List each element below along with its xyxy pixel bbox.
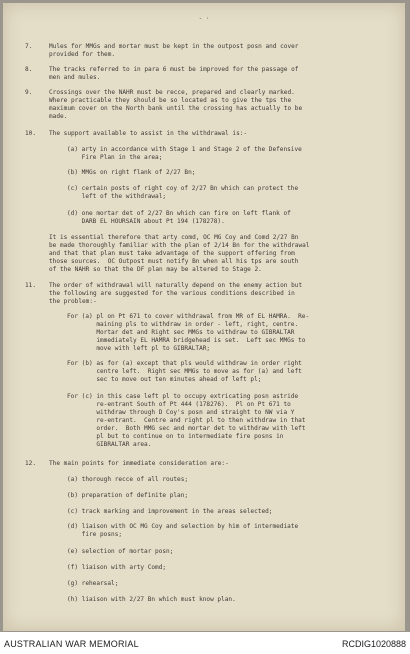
document-text-line: maining pls to withdraw in order - left, right, centre.: [67, 321, 299, 328]
document-text-line: provided for them.: [49, 51, 116, 58]
paragraph-number: 8.: [25, 66, 33, 73]
document-text-line: (c) certain posts of right coy of 2/27 Bn which can protect the: [67, 185, 299, 192]
document-text-line: Mortar det and Right sec MMGs to withdraw to GIBRALTAR: [67, 329, 295, 336]
document-text-line: (e) selection of mortar posn;: [67, 548, 174, 555]
paragraph-number: 7.: [25, 43, 33, 50]
document-text-line: immediately EL HAMRA bridgehead is set. Left sec MMGs to: [67, 337, 306, 344]
document-text-line: The order of withdrawal will naturally depend on the enemy action but: [49, 282, 303, 289]
document-text-line: It is essential therefore that arty comd, OC MG Coy and Comd 2/27 Bn: [49, 234, 299, 241]
document-text-line: Fire Plan in the area;: [67, 154, 163, 161]
document-text-line: (d) liaison with OC MG Coy and selection by him of intermediate: [67, 523, 299, 530]
document-text-line: be made thoroughly familiar with the plan of 2/14 Bn for the withdrawal: [49, 242, 310, 249]
document-text-line: (a) thorough recce of all routes;: [67, 476, 189, 483]
document-text-line: GIBRALTAR area.: [67, 441, 152, 448]
document-text-line: (c) track marking and improvement in the areas selected;: [67, 508, 273, 515]
document-text-line: withdraw through D Coy's posn and straight to NW via Y: [67, 409, 295, 416]
document-text-line: of the NAHR so that the DF plan may be altered to Stage 2.: [49, 266, 262, 273]
document-text-line: fire posns;: [67, 531, 123, 538]
document-text-line: Where practicable they should be so located as to give the tps the: [49, 97, 292, 104]
footer-bar: [0, 632, 410, 654]
document-text-line: (d) one mortar det of 2/27 Bn which can fire on left flank of: [67, 210, 291, 217]
document-text-line: move with left pl to GIBRALTAR;: [67, 345, 211, 352]
paragraph-number: 10.: [25, 130, 37, 137]
document-text-line: (g) rehearsal;: [67, 580, 119, 587]
document-text-line: (h) liaison with 2/27 Bn which must know plan.: [67, 596, 236, 603]
document-text-line: The tracks referred to in para 6 must be improved for the passage of: [49, 66, 299, 73]
document-text-line: re-entrant. Centre and right pl to then withdraw in that: [67, 417, 306, 424]
footer-record-id: RCDIG1020888: [341, 639, 406, 649]
document-text-line: DARB EL HOURSAIN about Pt 194 (178278).: [67, 218, 225, 225]
document-text-line: those sources. OC Outpost must notify Bn when all his tps are south: [49, 258, 299, 265]
footer-source-label: AUSTRALIAN WAR MEMORIAL: [4, 639, 139, 649]
page-marks: - ·: [198, 15, 210, 22]
document-text-line: re-entrant South of Pt 444 (178276). Pl on Pt 671 to: [67, 401, 291, 408]
document-text-line: left of the withdrawal;: [67, 193, 167, 200]
document-text-line: (a) arty in accordance with Stage 1 and Stage 2 of the Defensive: [67, 146, 302, 153]
paragraph-number: 11.: [25, 282, 37, 289]
document-text-line: pl but to continue on to intermediate fire posns in: [67, 433, 284, 440]
document-text-line: For (a) pl on Pt 671 to cover withdrawal from MR of EL HAMRA. Re-: [67, 313, 310, 320]
document-text-line: The support available to assist in the withdrawal is:-: [49, 130, 248, 137]
document-text-line: Crossings over the NAHR must be recce, prepared and clearly marked.: [49, 89, 295, 96]
document-text-line: men and mules.: [49, 74, 101, 81]
document-body: [3, 3, 405, 631]
document-text-line: the problem:-: [49, 298, 97, 305]
document-text-line: the following are suggested for the various conditions described in: [49, 290, 295, 297]
document-text-line: maximum cover on the North bank until the crossing has actually to be: [49, 105, 303, 112]
document-text-line: centre left. Right sec MMGs to move as for (a) and left: [67, 368, 302, 375]
document-text-line: The main points for immediate consideration are:-: [49, 460, 229, 467]
document-text-line: For (b) as for (a) except that pls would withdraw in order right: [67, 360, 302, 367]
document-text-line: sec to move out ten minutes ahead of left pl;: [67, 376, 262, 383]
document-text-line: and that that plan must take advantage of the support offering from: [49, 250, 295, 257]
document-text-line: (b) MMGs on right flank of 2/27 Bn;: [67, 169, 196, 176]
document-text-line: Mules for MMGs and mortar must be kept in the outpost posn and cover: [49, 43, 299, 50]
document-page: [3, 3, 405, 631]
paragraph-number: 12.: [25, 460, 37, 467]
paragraph-number: 9.: [25, 89, 33, 96]
document-text-line: For (c) in this case left pl to occupy extricating posn astride: [67, 393, 299, 400]
document-text-line: order. Both MMG sec and mortar det to withdraw with left: [67, 425, 306, 432]
document-text-line: (f) liaison with arty Comd;: [67, 564, 167, 571]
document-text-line: made.: [49, 113, 68, 120]
document-text-line: (b) preparation of definite plan;: [67, 492, 189, 499]
